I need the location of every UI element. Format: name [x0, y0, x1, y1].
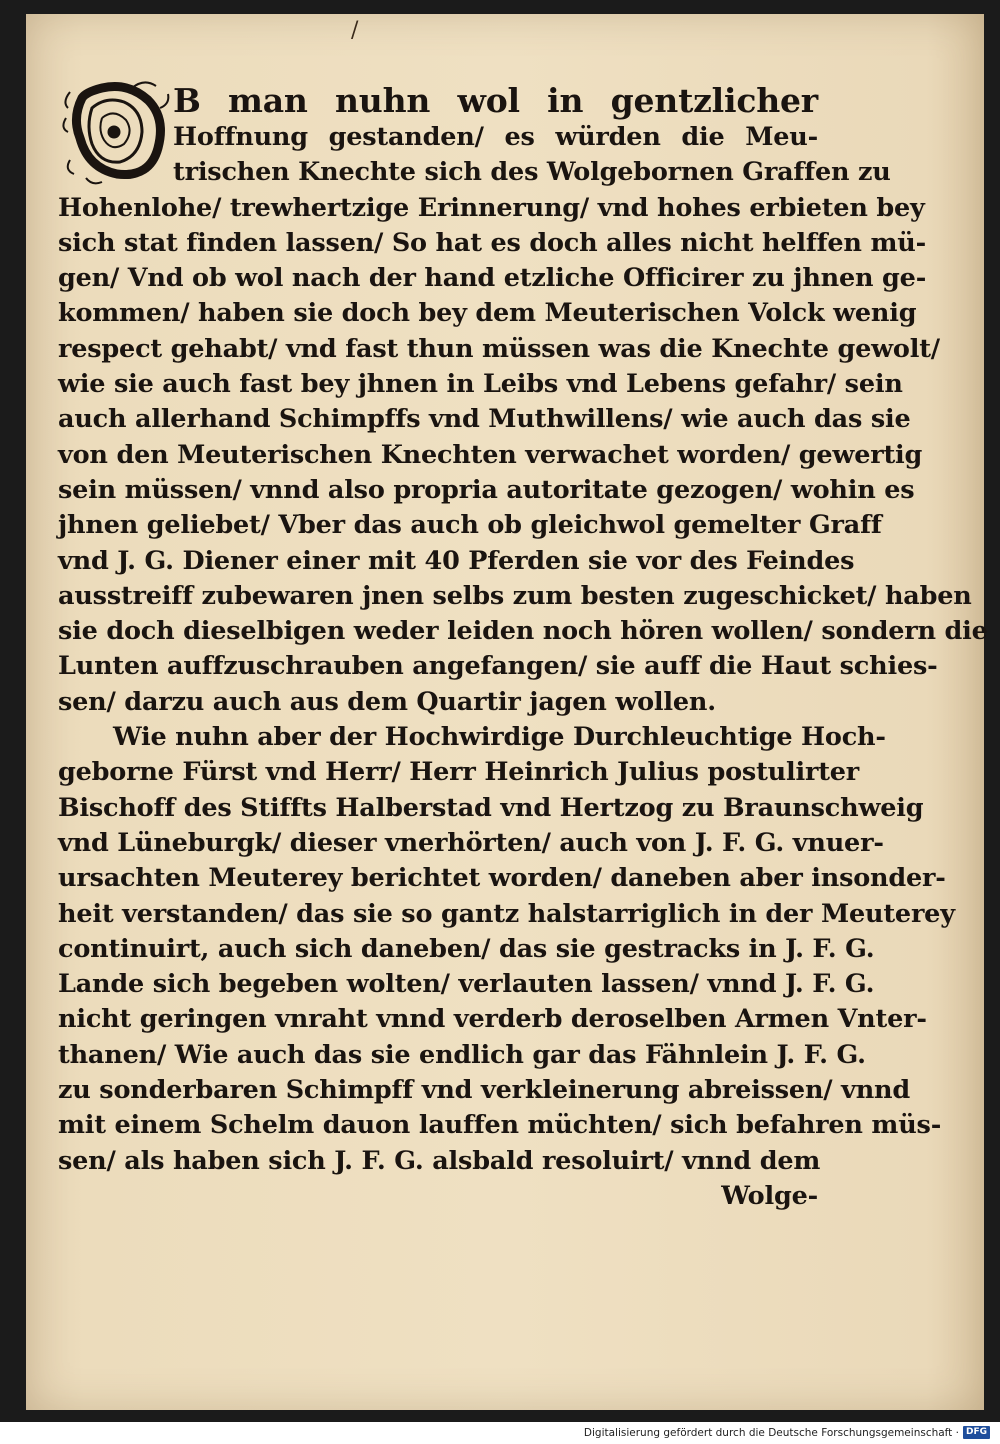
text-line: mit einem Schelm dauon lauffen müchten/ sich befahren müs- [58, 1110, 942, 1141]
initial-letter: O [116, 140, 118, 141]
text-line: Lunten auffzuschrauben angefangen/ sie auff die Haut schies- [58, 651, 938, 682]
text-line: von den Meuterischen Knechten verwachet worden/ gewertig [58, 439, 923, 470]
text-line: trischen Knechte sich des Wolgebornen Graffen zu [173, 157, 891, 188]
text-line: vnd Lüneburgk/ dieser vnerhörten/ auch von J. F. G. vnuer- [58, 827, 884, 858]
text-line: geborne Fürst vnd Herr/ Herr Heinrich Julius postulirter [58, 757, 860, 788]
page-text [58, 81, 988, 1214]
text-line: B man nuhn wol in gentzlicher [173, 81, 818, 120]
text-line: sein müssen/ vnnd also propria autoritate gezogen/ wohin es [58, 474, 915, 505]
text-line: Hoffnung gestanden/ es würden die Meu- [173, 122, 818, 152]
text-line: ausstreiff zubewaren jnen selbs zum besten zugeschicket/ haben [58, 580, 972, 611]
text-line: respect gehabt/ vnd fast thun müssen was die Knechte gewolt/ [58, 333, 940, 364]
text-line: Bischoff des Stiffts Halberstad vnd Hertzog zu Braunschweig [58, 792, 924, 823]
text-line: nicht geringen vnraht vnnd verderb deroselben Armen Vnter- [58, 1004, 927, 1035]
funding-credit-text: Digitalisierung gefördert durch die Deutsche Forschungsgemeinschaft · [583, 1426, 959, 1439]
text-line: Hohenlohe/ trewhertzige Erinnerung/ vnd hohes erbieten bey [58, 192, 925, 223]
text-line: heit verstanden/ das sie so gantz halstarriglich in der Meuterey [58, 898, 955, 929]
text-line: continuirt, auch sich daneben/ das sie gestracks in J. F. G. [58, 933, 875, 964]
text-line: vnd J. G. Diener einer mit 40 Pferden sie vor des Feindes [58, 545, 855, 576]
book-page [26, 14, 988, 1410]
page-mark: / [351, 18, 359, 43]
text-line: auch allerhand Schimpffs vnd Muthwillens/ wie auch das sie [58, 404, 911, 435]
catchword: Wolge- [721, 1180, 818, 1211]
footer-credit [584, 1426, 990, 1439]
text-line: sen/ darzu auch aus dem Quartir jagen wollen. [58, 686, 716, 717]
text-line: sich stat finden lassen/ So hat es doch alles nicht helffen mü- [58, 227, 926, 258]
text-line: Lande sich begeben wolten/ verlauten lassen/ vnnd J. F. G. [58, 969, 875, 1000]
dfg-logo: DFG [963, 1426, 990, 1439]
text-line: sie doch dieselbigen weder leiden noch hören wollen/ sondern die [58, 616, 988, 647]
text-line: kommen/ haben sie doch bey dem Meuterischen Volck wenig [58, 298, 917, 329]
text-line: gen/ Vnd ob wol nach der hand etzliche Officirer zu jhnen ge- [58, 263, 927, 294]
text-line: ursachten Meuterey berichtet worden/ daneben aber insonder- [58, 863, 946, 894]
text-line: wie sie auch fast bey jhnen in Leibs vnd Lebens gefahr/ sein [58, 369, 903, 400]
text-line: zu sonderbaren Schimpff vnd verkleinerung abreissen/ vnnd [58, 1075, 911, 1106]
text-line: sen/ als haben sich J. F. G. alsbald resoluirt/ vnnd dem [58, 1145, 821, 1176]
text-line: jhnen geliebet/ Vber das auch ob gleichwol gemelter Graff [58, 510, 882, 541]
text-line: thanen/ Wie auch das sie endlich gar das Fähnlein J. F. G. [58, 1039, 866, 1070]
text-line: Wie nuhn aber der Hochwirdige Durchleuchtige Hoch- [113, 722, 886, 753]
